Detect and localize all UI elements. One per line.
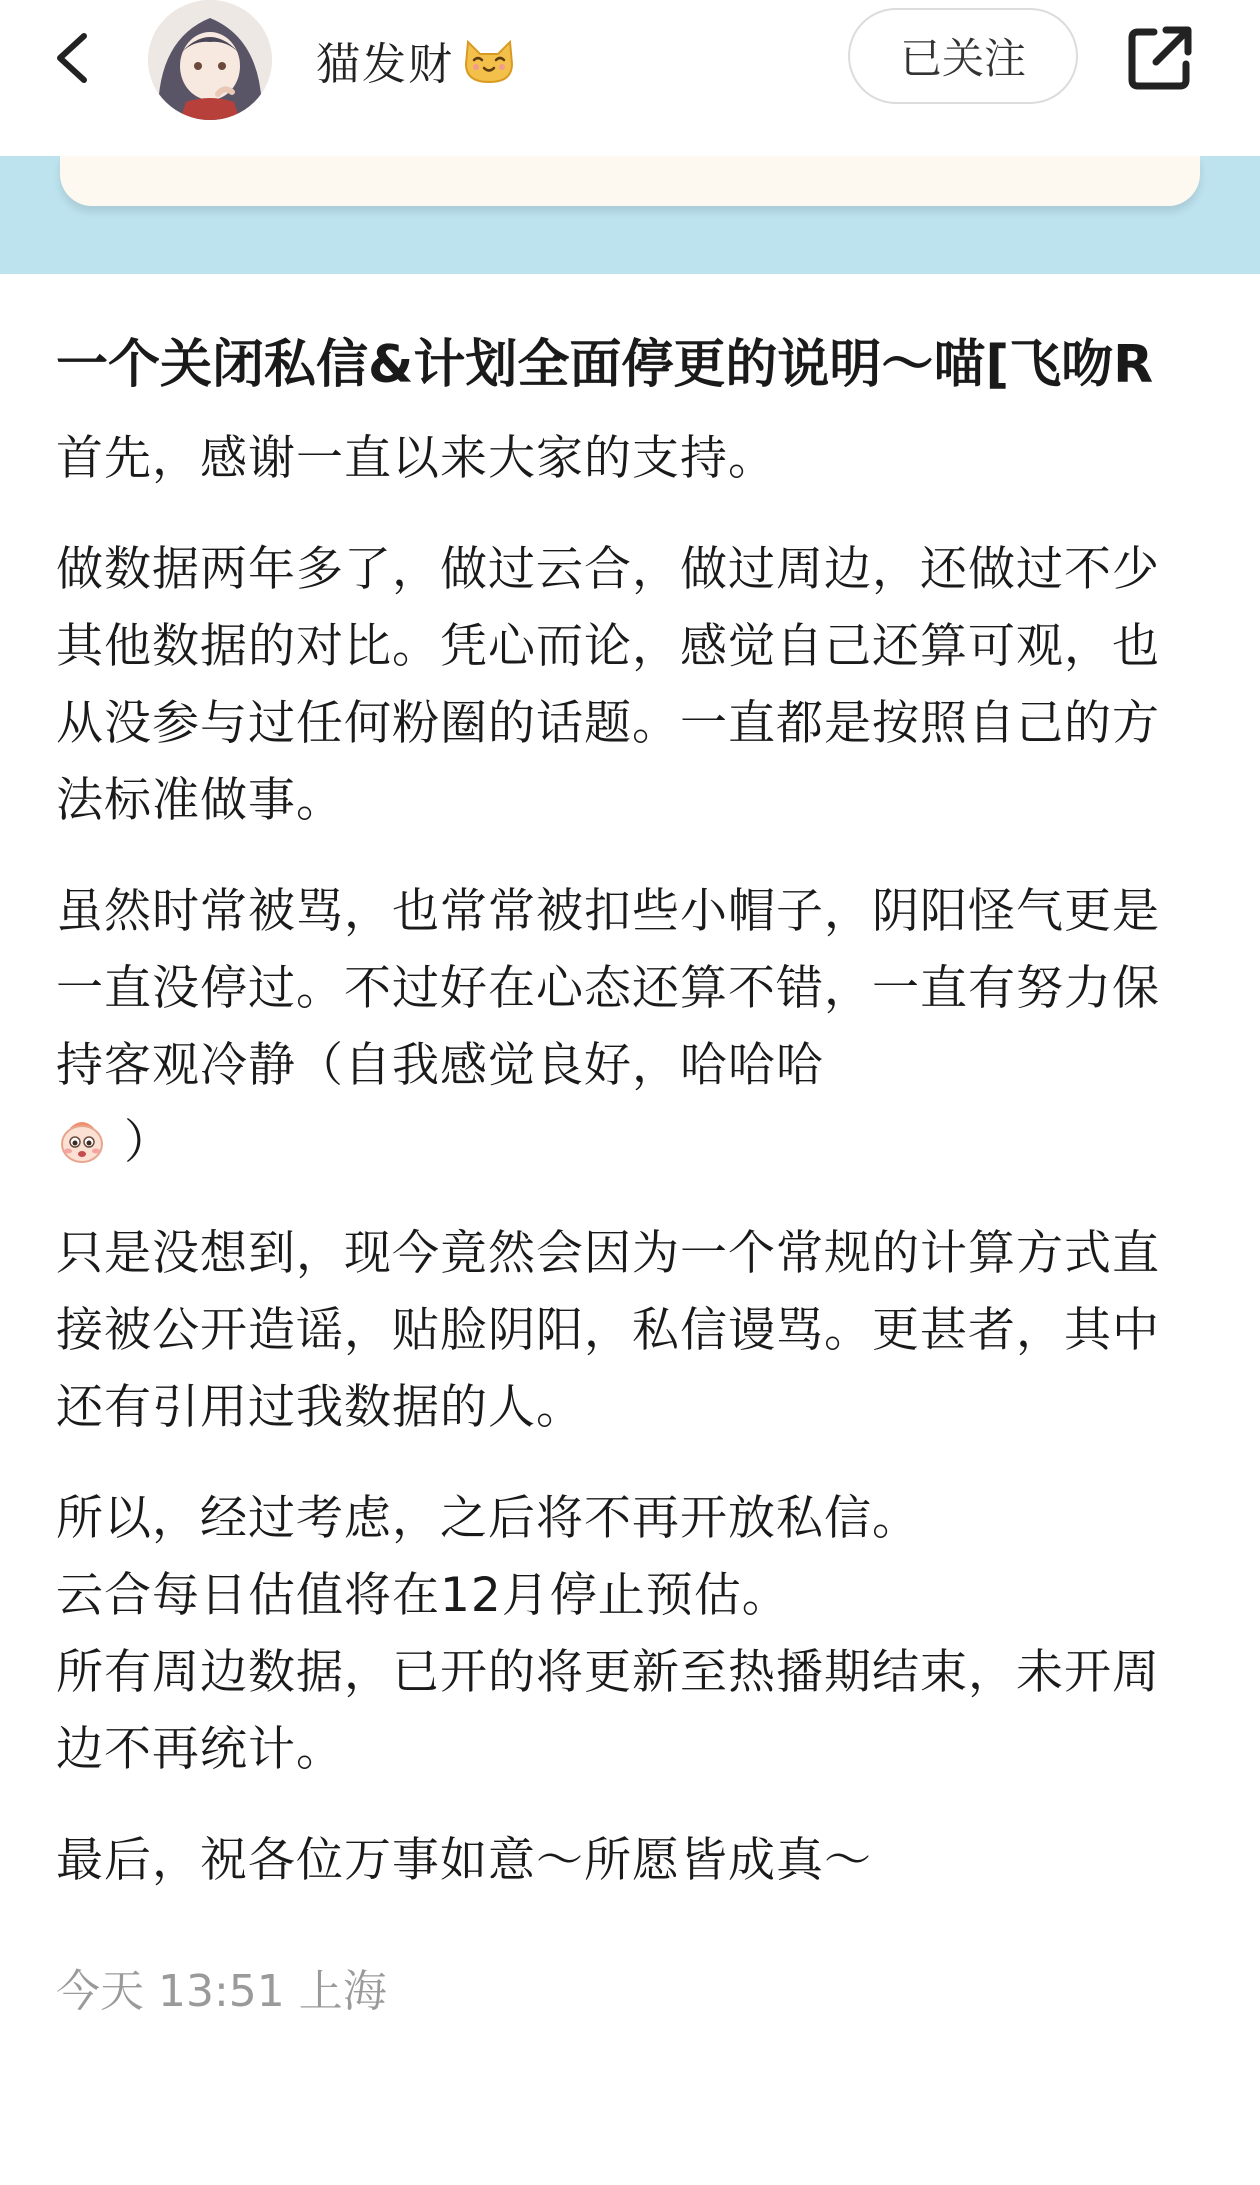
blushing-face-emoji <box>56 1114 108 1166</box>
paragraph-criticism <box>56 873 1186 1181</box>
chevron-left-icon <box>40 18 110 98</box>
avatar-image <box>148 0 272 120</box>
paragraph-rumor: 只是没想到，现今竟然会因为一个常规的计算方式直接被公开造谣，贴脸阴阳，私信谩骂。更甚者，其中还有引用过我数据的人。 <box>56 1226 1160 1435</box>
banner-card <box>60 156 1200 206</box>
share-button[interactable] <box>1120 18 1200 98</box>
paragraph-criticism-close: ） <box>123 1115 172 1170</box>
paragraph-closing: 最后，祝各位万事如意～所愿皆成真～ <box>56 1833 872 1888</box>
paragraph-decision <box>56 1480 1186 1788</box>
paragraph-criticism-text: 虽然时常被骂，也常常被扣些小帽子，阴阳怪气更是一直没停过。不过好在心态还算不错，一直有努力保持客观冷静（自我感觉良好，哈哈哈 <box>56 884 1160 1093</box>
following-button[interactable]: 已关注 <box>848 8 1078 104</box>
header-banner <box>0 156 1260 274</box>
back-button[interactable] <box>40 18 110 98</box>
share-icon <box>1120 18 1200 98</box>
top-navigation-bar <box>0 0 1260 156</box>
post-content <box>56 326 1186 2019</box>
paragraph-thanks: 首先，感谢一直以来大家的支持。 <box>56 431 776 486</box>
decision-line-yunhe: 云合每日估值将在12月停止预估。 <box>56 1568 790 1623</box>
cat-face-icon <box>460 34 518 86</box>
post-title: 一个关闭私信&计划全面停更的说明～喵[飞吻R <box>56 335 1154 395</box>
decision-line-dm: 所以，经过考虑，之后将不再开放私信。 <box>56 1491 920 1546</box>
author-name[interactable]: 猫发财 <box>316 39 454 90</box>
decision-line-merch: 所有周边数据，已开的将更新至热播期结束，未开周边不再统计。 <box>56 1645 1160 1777</box>
paragraph-background: 做数据两年多了，做过云合，做过周边，还做过不少其他数据的对比。凭心而论，感觉自己还算可观，也从没参与过任何粉圈的话题。一直都是按照自己的方法标准做事。 <box>56 542 1160 828</box>
post-timestamp-location: 今天 13:51 上海 <box>56 1966 387 2017</box>
author-avatar[interactable] <box>148 0 272 120</box>
author-name-row[interactable] <box>316 30 518 90</box>
